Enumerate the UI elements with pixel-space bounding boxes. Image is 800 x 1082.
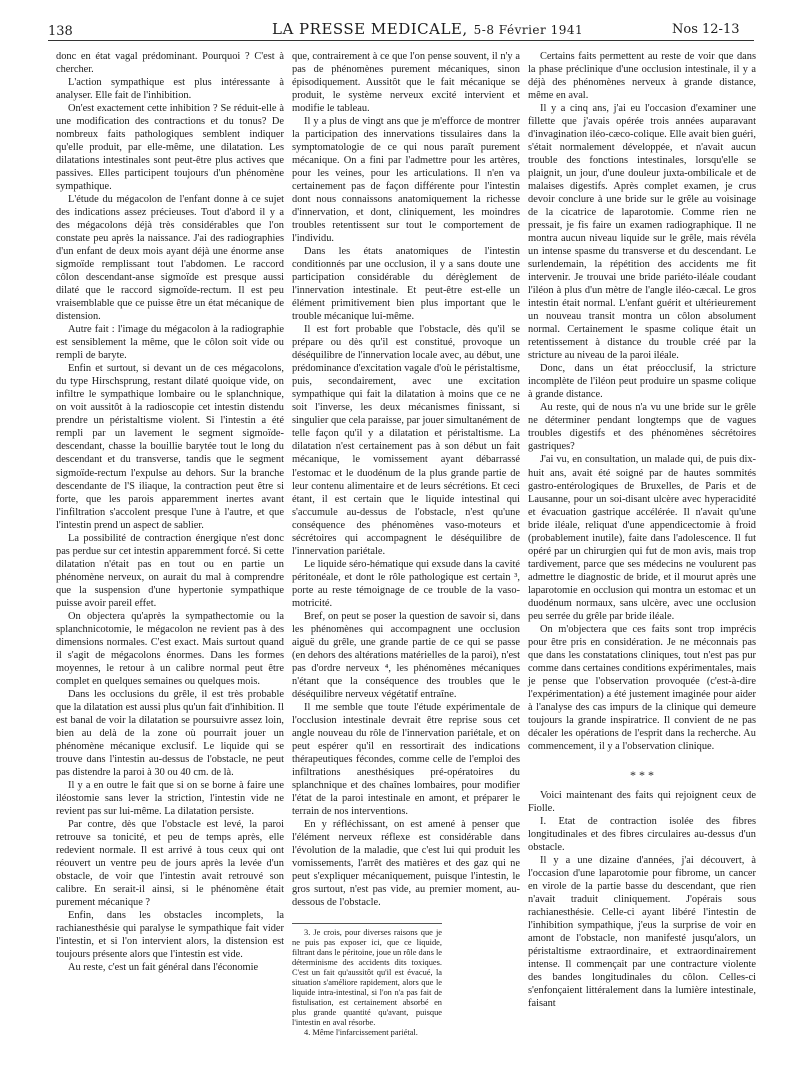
- paragraph: Bref, on peut se poser la question de savoir si, dans les phénomènes qui accompagnent une occlusion aiguë du grêle, une grande partie de ce qui se passe (en dehors des altérations matérielles de la paroi), n'est pas d'ordre nerveux ⁴, les phénomènes mécaniques n'étant que la conséquence des troubles que le déséquilibre nerveux végétatif entraîne.: [292, 610, 520, 700]
- issue-number: Nos 12-13: [672, 22, 740, 37]
- section-heading: I. Etat de contraction isolée des fibres longitudinales et des fibres circulaires au-dessus d'un obstacle.: [528, 815, 756, 853]
- paragraph: On objectera qu'après la sympathectomie ou la splanchnicotomie, le mégacolon ne revient pas à des dimensions normales. C'est exact. Mais surtout quand il s'agit de mégacolons énormes. Dans les formes moyennes, le retour à un calibre normal peut être complet en quelques semaines ou quelques mois.: [56, 610, 284, 687]
- paragraph: Autre fait : l'image du mégacolon à la radiographie est sensiblement la même, que le côlon soit vide ou rempli de baryte.: [56, 324, 284, 362]
- paragraph: Donc, dans un état préocclusif, la stricture incomplète de l'iléon peut produire un spasme colique à grande distance.: [528, 363, 756, 401]
- paragraph: Enfin, dans les obstacles incomplets, la rachianesthésie qui paralyse le sympathique fait vider l'intestin, et si l'on intervient alors, la distension est toujours présente alors que l'intestin est vide.: [56, 910, 284, 961]
- paragraph: On m'objectera que ces faits sont trop imprécis pour être pris en considération. Je ne méconnais pas que dans les constatations cliniques, tout n'est pas pur comme dans certaines conditions expérimentales, mais je pense que l'observation provoquée (c'est-à-dire l'expérimentation) a été justement imaginée pour aider à l'analyse des cas impurs de la clinique qui demeure toujours la grande inspiratrice. Il convient de ne pas décaler les opérations de l'esprit dans la recherche. Au commencement, il y a l'observation clinique.: [528, 623, 756, 752]
- paragraph: Voici maintenant des faits qui rejoignent ceux de Fiolle.: [528, 789, 756, 814]
- paragraph: Il y a en outre le fait que si on se borne à faire une iléostomie sans lever la striction, l'intestin vide ne revient pas sur lui-même. La dilatation persiste.: [56, 779, 284, 817]
- footnote: 4. Même l'infarcissement pariétal.: [304, 1028, 418, 1038]
- paragraph: Au reste, qui de nous n'a vu une bride sur le grêle ne déterminer pendant longtemps que de vagues troubles digestifs et des phénomènes sécrétoires gastriques?: [528, 402, 756, 453]
- paragraph: Dans les occlusions du grêle, il est très probable que la dilatation est aussi plus qu'un fait d'inhibition. Il est banal de voir la dilatation se poursuivre assez loin, bien au delà de la zone où pourrait jouer un phénomène mécanique exclusif. Le liquide qui se trouve dans l'intestin au-dessus de l'obstacle, ne peut pas distendre la paroi à 30 ou 40 cm. de là.: [56, 688, 284, 778]
- paragraph: que, contrairement à ce que l'on pense souvent, il n'y a pas de phénomènes purement mécaniques, sinon épisodiquement. Aussitôt que le fait mécanique se produit, le système nerveux excité intervient et modifie le tableau.: [292, 51, 520, 115]
- paragraph: Dans les états anatomiques de l'intestin conditionnés par une occlusion, il y a sans doute une participation considérable du dérèglement de l'innervation intestinale. Et peut-être est-elle un élément primitivement bien plus important que le trouble mécanique lui-même.: [292, 246, 520, 323]
- paragraph: J'ai vu, en consultation, un malade qui, de puis dix-huit ans, avait été soigné par de hautes sommités gastro-entérologiques de Bruxelles, de Paris et de Lausanne, pour un soi-disant ulcère avec hyperacidité et évacuation gastrique accélérée. Il n'avait qu'une bride iléale, reliquat d'une appendicectomie à froid (probablement inutile), faite dans l'adolescence. Il fut opéré par un chirurgien qui fut de mon avis, mais trop tardivement, parce que ses médecins ne voulurent pas admettre le diagnostic de bride, et il mourut après une laparotomie en occlusion qui montra un estomac et un duodénum normaux, sans ulcère, avec une occlusion peu serrée du grêle par bride iléale.: [528, 454, 756, 622]
- paragraph: Par contre, dès que l'obstacle est levé, la paroi retrouve sa tonicité, et peu de temps après, elle redevient normale. Il est arrivé à tous ceux qui ont réouvert un ventre peu de jours après la levée d'un obstacle, de voir que l'intestin avait retrouvé son calibre. En serait-il ainsi, si le phénomène était purement mécanique ?: [56, 818, 284, 909]
- paragraph: Il y a cinq ans, j'ai eu l'occasion d'examiner une fillette que j'avais opérée trois années auparavant d'invagination iléo-cæco-colique. Elle avait bien guéri, s'était normalement développée, et n'avait aucun trouble des fonctions intestinales, lorsqu'elle se plaignit, un jour, d'une douleur juxta-ombilicale et de malaises digestifs. Après complet examen, je crus devoir conclure à une bride sur le grêle au voisinage de la cicatrice de laparotomie. Comme rien ne pressait, je fis faire un examen radiographique. Il ne montra aucun niveau liquide sur le grêle, mais révéla un intense spasme du transverse et du descendant. Le surlendemain, la répétition des accidents me fit intervenir. Je trouvai une bride pariéto-iléale coudant l'iléon à plus d'un mètre de l'angle iléo-cæcal. Le gros intestin était normal. L'enfant guérit et ultérieurement un nouveau transit montra un côlon absolument normal. Certainement le spasme colique était un retentissement à distance du trouble créé par la stricture au niveau de la paroi iléale.: [528, 103, 756, 362]
- paragraph: Il y a une dizaine d'années, j'ai découvert, à l'occasion d'une laparotomie pour fibrome, un cancer en virole de la partie basse du descendant, que rien n'avait traduit cliniquement. J'opérais sous rachianesthésie. Celle-ci ayant libéré l'intestin de l'inhibition sympathique, j'eus la surprise de voir en amont de l'obstacle, non manifesté jusqu'alors, un péristaltisme extraordinaire, et extraordinairement intense. Il commençait par une contracture violente des bandes longitudinales du côlon. Celles-ci s'enfonçaient littéralement dans la lumière intestinale, faisant: [528, 854, 756, 1010]
- paragraph: L'étude du mégacolon de l'enfant donne à ce sujet des indications assez précieuses. Tout d'abord il y a des mégacolons déjà très considérables que l'on constate peu après la naissance. J'ai des radiographies d'un enfant de deux mois ayant déjà une énorme anse sigmoïde remplissant tout l'abdomen. Le raccord côlon descendant-anse sigmoïde est presque aussi dilaté que le raccord sigmoïde-rectum. Il est peu vraisemblable que ce puisse être un état mécanique de distension.: [56, 194, 284, 323]
- journal-name: LA PRESSE MEDICALE,: [272, 20, 468, 38]
- column-2: [292, 50, 520, 1038]
- paragraph: En y réfléchissant, on est amené à penser que l'élément nerveux réflexe est considérable dans l'évolution de la maladie, que c'est lui qui produit les vomissements, l'arrêt des matières et des gaz qui ne peut s'expliquer mécaniquement, puisque l'intestin, le gros surtout, n'est pas vide, au premier moment, au-dessous de l'obstacle.: [292, 818, 520, 909]
- column-3: [528, 50, 756, 1010]
- paragraph: Certains faits permettent au reste de voir que dans la phase préclinique d'une occlusion intestinale, il y a déjà des phénomènes nerveux à grande distance, même en aval.: [528, 51, 756, 102]
- paragraph: Il me semble que toute l'étude expérimentale de l'occlusion intestinale devrait être reprise sous cet angle nouveau du rôle de l'innervation pariétale, et on peut espérer qu'il en ressortirait des indications thérapeutiques fécondes, comme celle de l'emploi des infiltrations anesthésiques pré-opératoires du splanchnique et des chaînes lombaires, pour modifier l'état de la paroi intestinale en amont, et préparer le terrain de nos interventions.: [292, 701, 520, 817]
- paragraph: Il y a plus de vingt ans que je m'efforce de montrer la participation des innervations tissulaires dans la symptomatologie de ce qui nous paraît purement mécanique. On a fini par l'admettre pour les artères, pour les veines, pour les articulations. Il n'en va certainement pas de façon différente pour l'intestin dont nous connaissons anatomiquement la richesse d'innervation, et dont, cliniquement, les moindres troubles retentissent sur tout le comportement de l'individu.: [292, 116, 520, 245]
- paragraph: L'action sympathique est plus intéressante à analyser. Elle fait de l'inhibition.: [56, 77, 284, 102]
- paragraph: donc en état vagal prédominant. Pourquoi ? C'est à chercher.: [56, 51, 284, 76]
- section-separator: * * *: [630, 767, 654, 782]
- footnote: 3. Je crois, pour diverses raisons que je ne puis pas exposer ici, que ce liquide, filtrant dans le péritoine, joue un rôle dans le déterminisme des accidents dits toxiques. C'est un fait qu'aussitôt qu'il est évacué, la situation s'améliore rapidement, alors que le liquide intra-intestinal, si l'on n'a pas fait de fistulisation, est certainement absorbé en plus grande quantité qu'avant, puisque l'intestin en aval résorbe.: [292, 928, 443, 1028]
- header-rule: [48, 40, 754, 41]
- journal-title: [272, 20, 583, 38]
- paragraph: Le liquide séro-hématique qui exsude dans la cavité péritonéale, et dont le rôle pathologique est certain ³, porte au reste témoignage de ce trouble de la vaso-motricité.: [292, 558, 520, 609]
- page-number: 138: [48, 24, 73, 39]
- paragraph: La possibilité de contraction énergique n'est donc pas perdue sur cet intestin apparemment forcé. Si cette dilatation n'était pas en tout ou en partie un phénomène nerveux, on aurait du mal à comprendre que la suspension d'une hypertonie sympathique puisse avoir pareil effet.: [56, 532, 284, 609]
- issue-date: 5-8 Février 1941: [473, 23, 584, 37]
- paragraph: Au reste, c'est un fait général dans l'économie: [68, 962, 259, 974]
- paragraph: Il est fort probable que l'obstacle, dès qu'il se prépare ou dès qu'il est constitué, provoque un déséquilibre de l'innervation locale avec, au début, une prédominance d'excitation vagale d'où le péristaltisme, puis, secondairement, avec une excitation sympathique qui fait la dilatation à moins que ce ne soit l'inverse, les deux mécanismes finissant, si singulier que cela paraisse, par jouer simultanément de telle façon qu'il y a dilatation et péristaltisme. La dilatation n'est certainement pas à son début un fait mécanique, le vomissement ayant débarrassé l'estomac et le duodénum de la plus grande partie de leur contenu alimentaire et de leurs sécrétions. Et ceci étant, il est certain que le liquide intestinal qui s'accumule au-dessus de l'obstacle, n'est qu'une conséquence des phénomènes vaso-moteurs et sécrétoires qui accompagnent le déséquilibre de l'innervation pariétale.: [292, 324, 520, 557]
- paragraph: Enfin et surtout, si devant un de ces mégacolons, du type Hirschsprung, restant dilaté quoique vide, on infiltre le sympathique lombaire ou le splanchnique, on voit aussitôt à la radioscopie cet intestin distendu prendre un péristaltisme violent. Si l'intestin a été rempli par un lavement le segment sigmoïde-descendant, chasse la bouillie barytée tout le long du descendant et du transverse, tandis que le segment sigmoïde-rectum l'expulse au dehors. Sur la branche descendante de l'S iliaque, la contraction peut être si forte, que les parois apparemment inertes avant l'infiltration s'accolent presque l'une à l'autre, et que l'intestin prend un aspect de sablier.: [56, 363, 284, 531]
- footnotes: [292, 923, 442, 1038]
- column-1: [56, 50, 284, 974]
- paragraph: On'est exactement cette inhibition ? Se réduit-elle à une modification des contractions et du tonus? De nombreux faits pathologiques semblent indiquer qu'elle produit, par elle-même, une dilatation. Les dilatations intestinales sont peut-être plus actives que passives. Elles participent toujours d'un phénomène sympathique.: [56, 103, 284, 193]
